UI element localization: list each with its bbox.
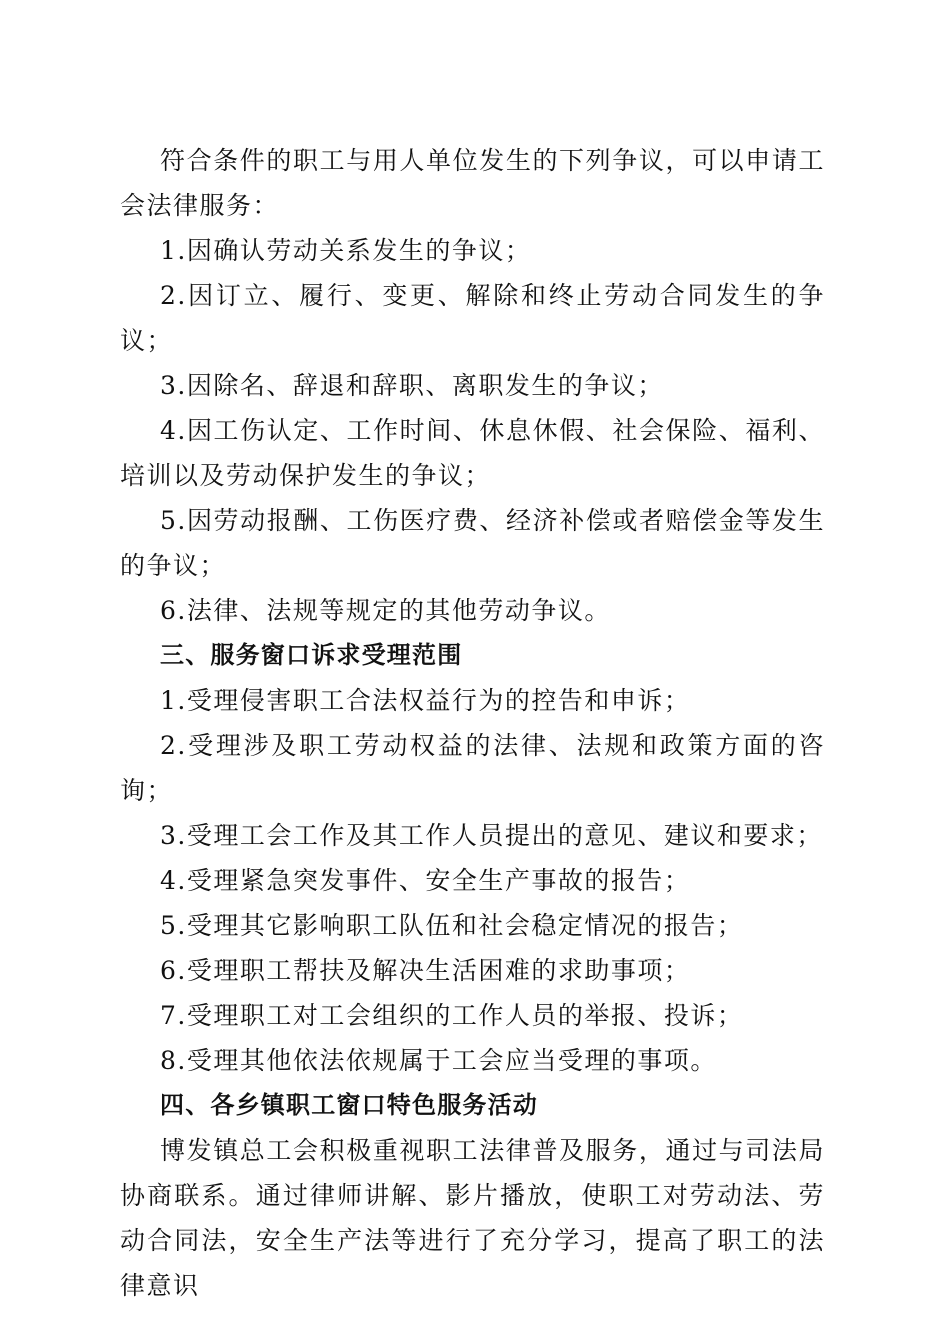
document-page — [120, 138, 825, 1308]
acceptance-item-8: 8.受理其他依法依规属于工会应当受理的事项。 — [160, 1046, 717, 1075]
dispute-item-5: 5.因劳动报酬、工伤医疗费、经济补偿或者赔偿金等发生的争议； — [120, 506, 825, 580]
acceptance-item-1: 1.受理侵害职工合法权益行为的控告和申诉； — [160, 686, 691, 715]
dispute-item-1: 1.因确认劳动关系发生的争议； — [160, 236, 532, 265]
section2-intro: 符合条件的职工与用人单位发生的下列争议，可以申请工会法律服务： — [120, 146, 825, 220]
acceptance-item-7: 7.受理职工对工会组织的工作人员的举报、投诉； — [160, 1001, 744, 1030]
dispute-item-6: 6.法律、法规等规定的其他劳动争议。 — [160, 596, 611, 625]
dispute-item-4: 4.因工伤认定、工作时间、休息休假、社会保险、福利、培训以及劳动保护发生的争议； — [120, 416, 825, 490]
section3-heading: 三、服务窗口诉求受理范围 — [160, 641, 463, 669]
acceptance-item-4: 4.受理紧急突发事件、安全生产事故的报告； — [160, 866, 691, 895]
section4-paragraph: 博发镇总工会积极重视职工法律普及服务，通过与司法局协商联系。通过律师讲解、影片播放，使职工对劳动法、劳动合同法，安全生产法等进行了充分学习，提高了职工的法律意识 — [120, 1136, 825, 1300]
dispute-item-2: 2.因订立、履行、变更、解除和终止劳动合同发生的争议； — [120, 281, 825, 355]
acceptance-item-5: 5.受理其它影响职工队伍和社会稳定情况的报告； — [160, 911, 744, 940]
acceptance-item-3: 3.受理工会工作及其工作人员提出的意见、建议和要求； — [160, 821, 823, 850]
section4-heading: 四、各乡镇职工窗口特色服务活动 — [160, 1091, 538, 1119]
acceptance-item-2: 2.受理涉及职工劳动权益的法律、法规和政策方面的咨询； — [120, 731, 825, 805]
acceptance-item-6: 6.受理职工帮扶及解决生活困难的求助事项； — [160, 956, 691, 985]
dispute-item-3: 3.因除名、辞退和辞职、离职发生的争议； — [160, 371, 664, 400]
